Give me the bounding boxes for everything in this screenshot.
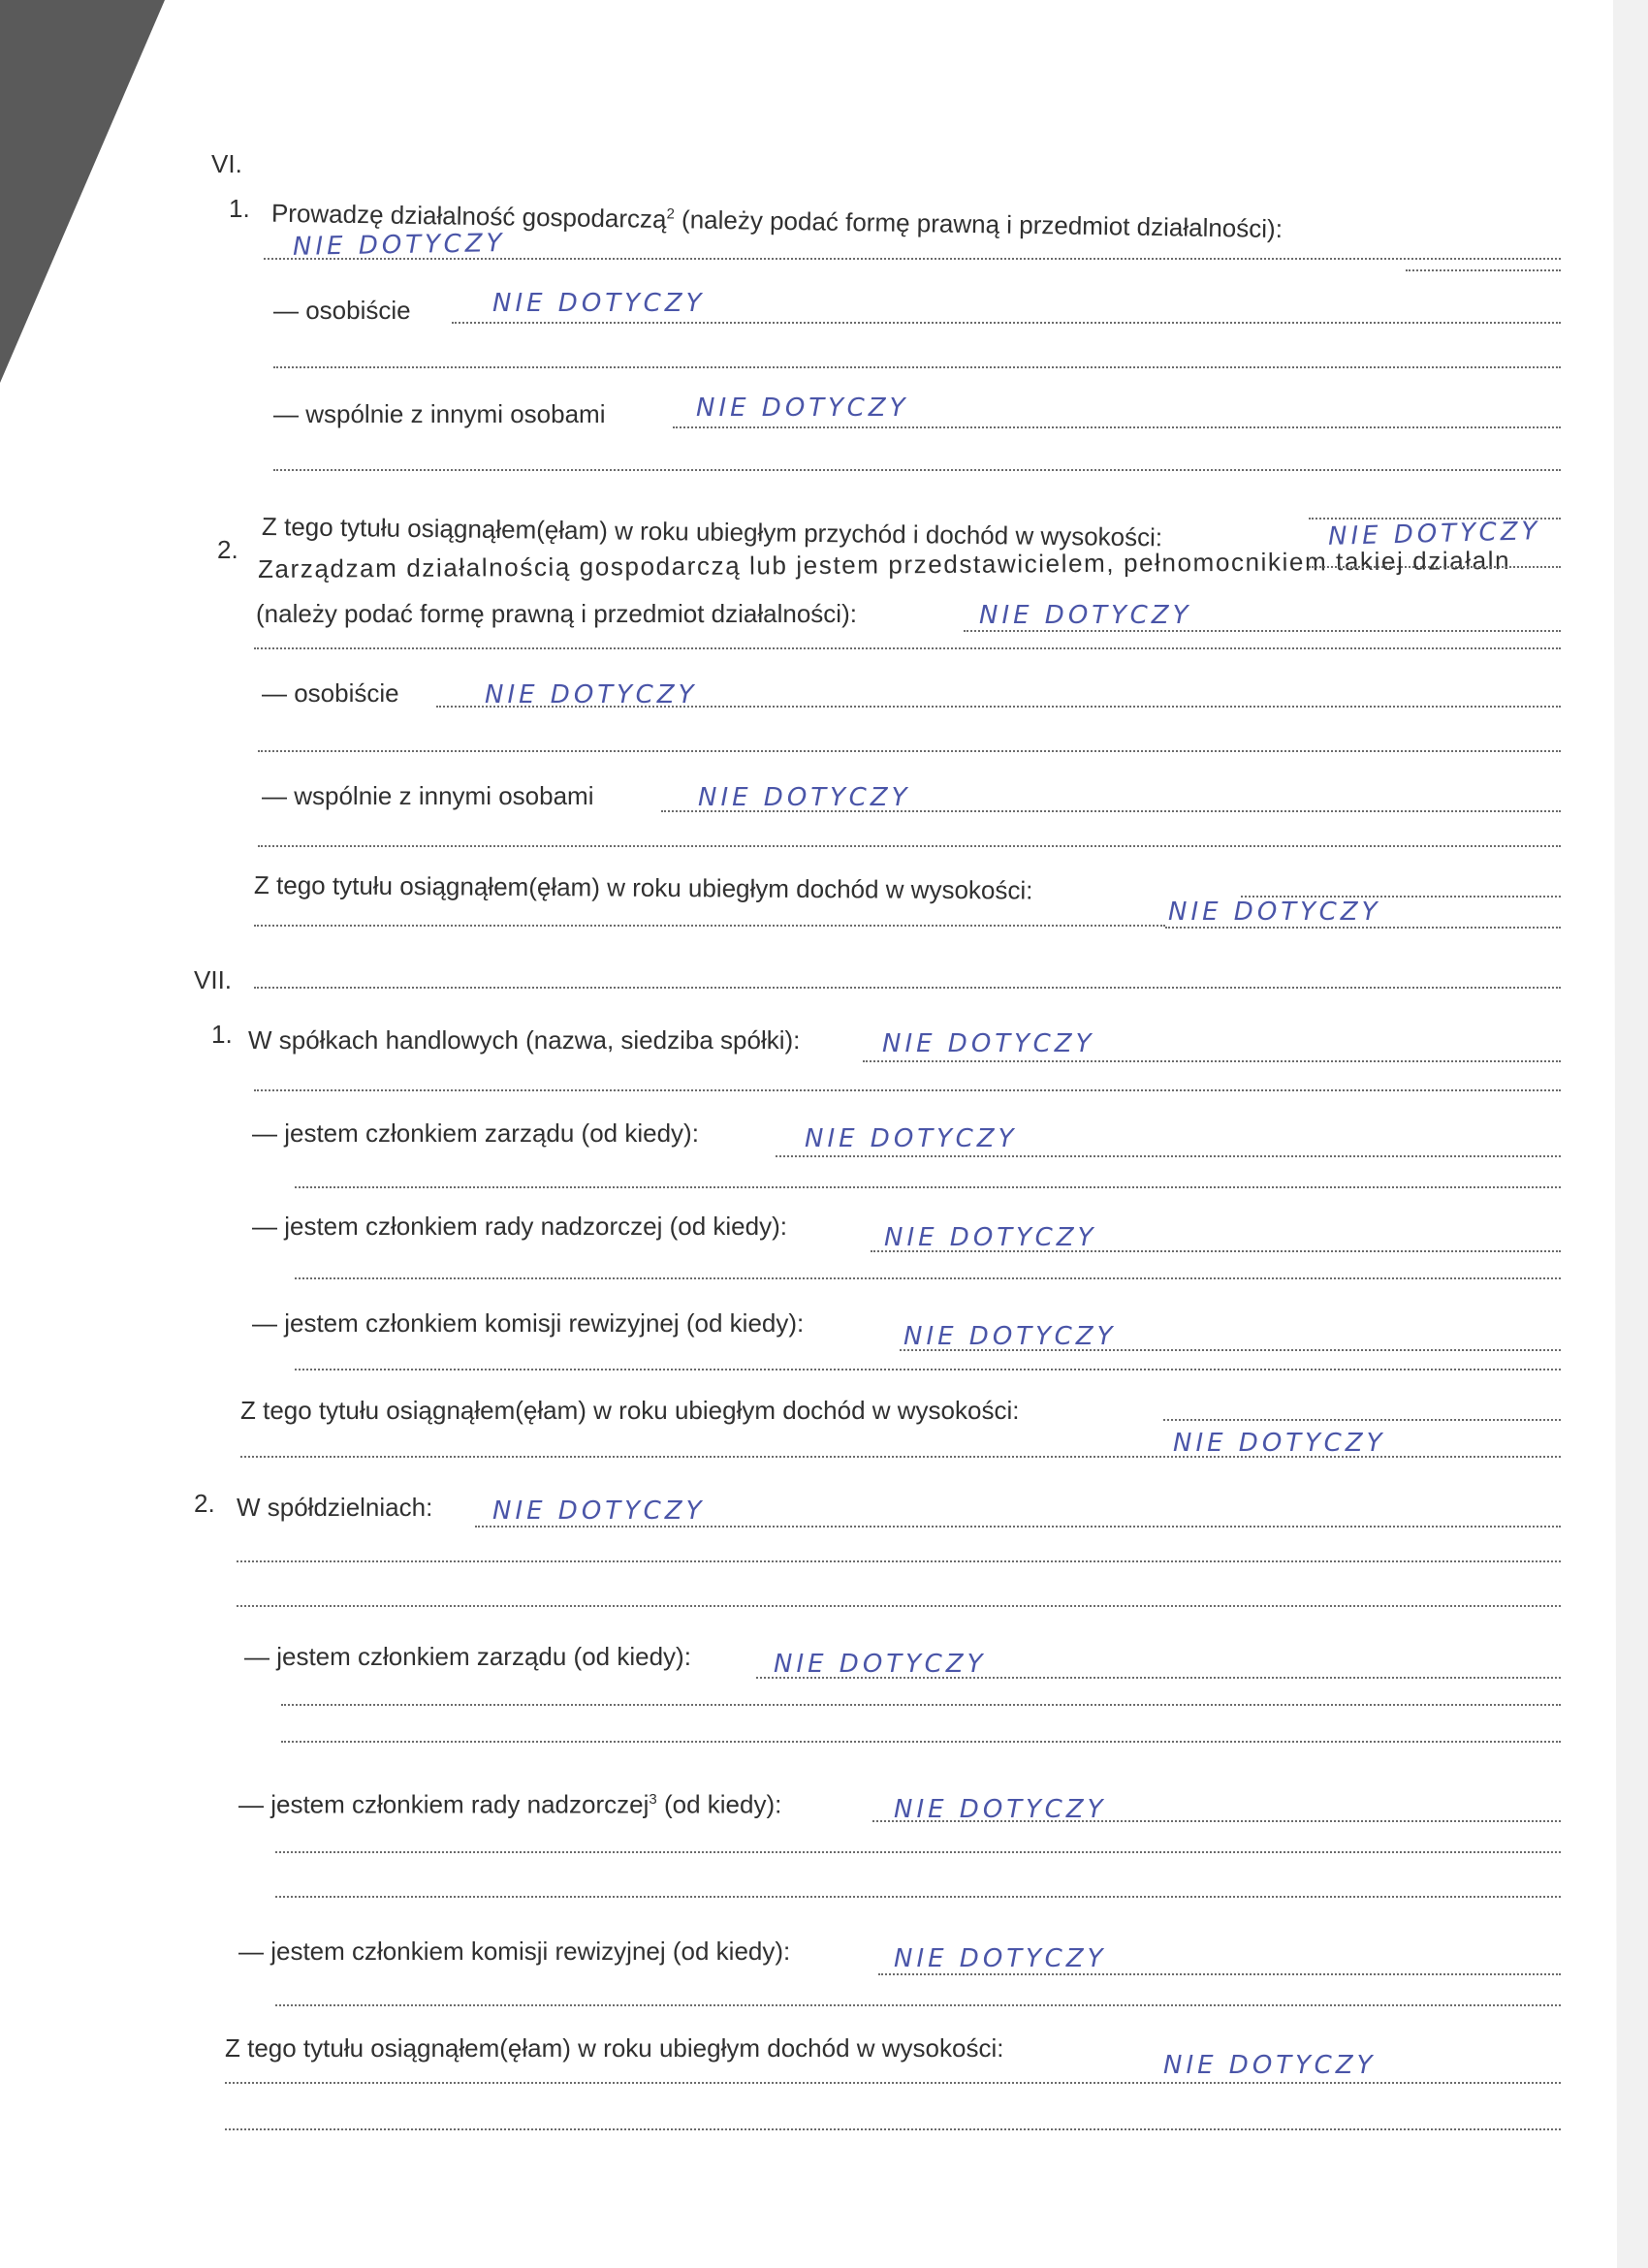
s7-item2-income-label: Z tego tytułu osiągnąłem(ęłam) w roku ubiegłym dochód w wysokości: <box>225 2033 1004 2063</box>
s7-item2-supervisory-answer: NIE DOTYCZY <box>894 1795 1107 1824</box>
s7-item2-label: W spółdzielniach: <box>237 1493 433 1522</box>
s7-item1-supervisory-answer: NIE DOTYCZY <box>884 1223 1097 1252</box>
s7-item1-income-line <box>1163 1419 1561 1421</box>
s6-item2-line3 <box>254 647 1561 649</box>
s6-item2-joint-line <box>661 810 1561 812</box>
s6-item2-joint-line2 <box>258 845 1561 847</box>
s7-item2-board-answer: NIE DOTYCZY <box>774 1650 987 1679</box>
s7-item1-audit-answer: NIE DOTYCZY <box>903 1322 1117 1351</box>
s7-item1-board-line2 <box>295 1186 1561 1188</box>
s7-item2-income-line <box>225 2082 1561 2084</box>
s6-item2-label-line1: Zarządzam działalnością gospodarczą lub jestem przedstawicielem, pełnomocnikiem takiej działaln <box>257 545 1511 583</box>
s7-item2-board-line3 <box>281 1741 1561 1743</box>
section-vii-heading: VII. <box>194 965 233 994</box>
s6-item1-number: 1. <box>229 194 250 223</box>
s6-item1-personal-answer: NIE DOTYCZY <box>492 289 706 318</box>
s7-item1-supervisory-line2 <box>295 1277 1561 1279</box>
s6-item1-label: Prowadzę działalność gospodarczą$^2$ (należy podać formę prawną i przedmiot działalności): <box>270 198 1284 244</box>
s7-item2-line3 <box>237 1605 1561 1607</box>
s6-item1-line <box>264 258 1561 260</box>
s7-item2-line <box>475 1526 1561 1528</box>
s7-item1-number: 1. <box>211 1020 233 1049</box>
s6-item1-income-label: Z tego tytułu osiągnąłem(ęłam) w roku ubiegłym przychód i dochód w wysokości: <box>261 512 1163 552</box>
s7-item1-line <box>863 1060 1561 1062</box>
s7-item2-number: 2. <box>194 1489 215 1518</box>
s6-item2-joint-label: — wspólnie z innymi osobami <box>262 781 594 810</box>
s7-item1-audit-line2 <box>295 1369 1561 1370</box>
s6-item1-personal-label: — osobiście <box>273 296 411 325</box>
s7-item2-supervisory-line2 <box>275 1851 1561 1853</box>
s6-item2-joint-answer: NIE DOTYCZY <box>698 783 911 812</box>
s7-item1-audit-line <box>900 1349 1561 1351</box>
s6-item1-joint-line <box>673 426 1561 428</box>
s7-item1-board-label: — jestem członkiem zarządu (od kiedy): <box>252 1118 699 1148</box>
s7-item2-supervisory-line <box>872 1820 1561 1822</box>
s6-item2-number: 2. <box>217 535 238 564</box>
s7-item2-line2 <box>237 1560 1561 1562</box>
s7-item1-income-answer: NIE DOTYCZY <box>1173 1429 1386 1458</box>
s7-item1-income-label: Z tego tytułu osiągnąłem(ęłam) w roku ubiegłym dochód w wysokości: <box>240 1396 1020 1425</box>
s7-item2-supervisory-label: — jestem członkiem rady nadzorczej$^3$ (od kiedy): <box>238 1789 782 1819</box>
s6-item2-label-line2: (należy podać formę prawną i przedmiot działalności): <box>256 599 857 628</box>
s6-item2-personal-line2 <box>258 750 1561 752</box>
s7-item2-supervisory-line3 <box>275 1896 1561 1898</box>
s7-top-line <box>254 987 1561 989</box>
s6-item2-personal-line <box>436 706 1561 708</box>
s6-item2-income-label: Z tego tytułu osiągnąłem(ęłam) w roku ubiegłym dochód w wysokości: <box>253 870 1033 905</box>
s6-item1-income-answer: NIE DOTYCZY <box>1327 517 1541 551</box>
s6-item1-joint-answer: NIE DOTYCZY <box>696 394 909 423</box>
s6-item2-line2 <box>964 630 1561 632</box>
s6-item1-leader <box>1406 269 1561 271</box>
s6-item1-answer: NIE DOTYCZY <box>292 229 506 262</box>
s6-item2-personal-label: — osobiście <box>262 678 399 708</box>
s6-item1-personal-line <box>452 322 1561 324</box>
s7-item1-supervisory-label: — jestem członkiem rady nadzorczej (od kiedy): <box>252 1212 787 1241</box>
s6-item2-answer: NIE DOTYCZY <box>979 601 1192 630</box>
section-vi-heading: VI. <box>211 149 242 178</box>
s7-item2-board-line <box>756 1677 1561 1679</box>
s6-item1-joint-line2 <box>273 469 1561 471</box>
s7-item1-audit-label: — jestem członkiem komisji rewizyjnej (od kiedy): <box>252 1308 805 1338</box>
s7-item2-board-line2 <box>281 1704 1561 1706</box>
s6-item2-income-line2 <box>1165 927 1561 929</box>
s7-item2-income-answer: NIE DOTYCZY <box>1163 2051 1377 2080</box>
s7-item2-audit-answer: NIE DOTYCZY <box>894 1944 1107 1973</box>
s6-item1-income-line <box>1309 518 1561 520</box>
s7-item2-audit-line2 <box>275 2004 1561 2006</box>
s7-item1-income-line2 <box>240 1456 1561 1458</box>
s6-item1-personal-line2 <box>273 366 1561 368</box>
s7-item2-audit-label: — jestem członkiem komisji rewizyjnej (od kiedy): <box>238 1937 791 1966</box>
s7-item1-board-line <box>776 1155 1561 1157</box>
s7-item1-answer: NIE DOTYCZY <box>882 1029 1095 1058</box>
s7-item2-income-line2 <box>225 2128 1561 2130</box>
s6-item2-line1 <box>1309 566 1561 568</box>
s6-item1-joint-label: — wspólnie z innymi osobami <box>273 399 606 428</box>
s7-item1-line2 <box>254 1089 1561 1091</box>
s7-item2-audit-line <box>878 1973 1561 1975</box>
s6-item2-income-answer: NIE DOTYCZY <box>1168 898 1381 927</box>
s7-item1-supervisory-line <box>871 1250 1561 1252</box>
s7-item2-board-label: — jestem członkiem zarządu (od kiedy): <box>244 1642 691 1671</box>
s6-item2-personal-answer: NIE DOTYCZY <box>485 680 698 709</box>
s6-item2-income-line-lead <box>254 925 1165 927</box>
s7-item1-label: W spółkach handlowych (nazwa, siedziba spółki): <box>248 1025 801 1055</box>
s7-item1-board-answer: NIE DOTYCZY <box>805 1124 1018 1153</box>
s7-item2-answer: NIE DOTYCZY <box>492 1496 706 1526</box>
